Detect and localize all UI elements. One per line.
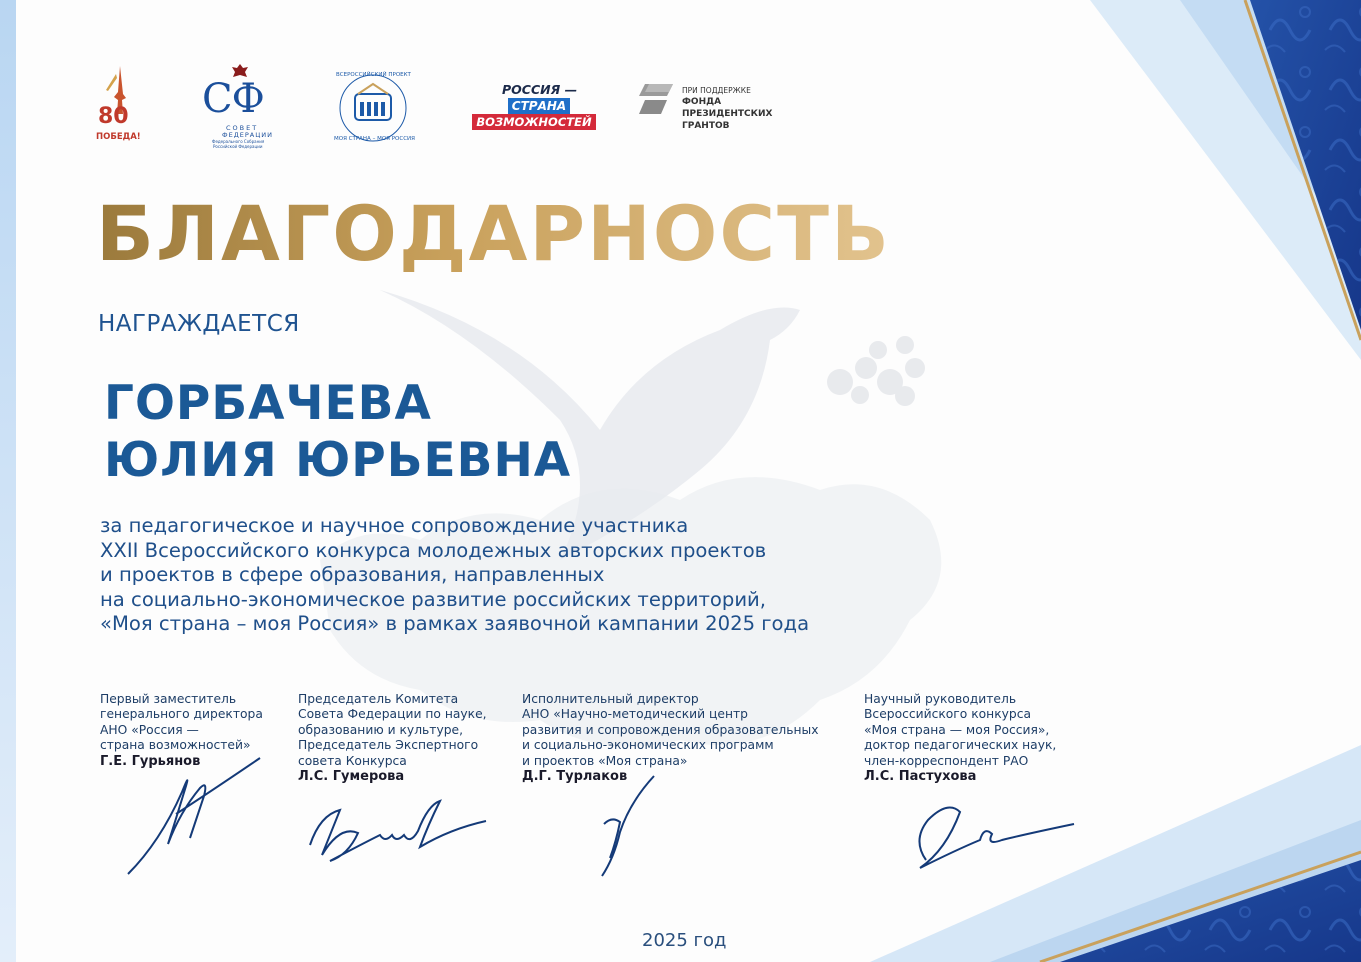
signatory-position-line: Исполнительный директор — [522, 692, 699, 706]
description-line: XXII Всероссийского конкурса молодежных авторских проектов — [100, 538, 767, 562]
signatory-3 — [522, 692, 819, 784]
signatory-position-line: «Моя страна — моя Россия», — [864, 722, 1050, 737]
victory-80-logo — [96, 64, 142, 148]
recipient-surname: ГОРБАЧЕВА — [104, 376, 432, 431]
description-line: за педагогическое и научное сопровождение участника — [100, 514, 689, 537]
certificate-title: БЛАГОДАРНОСТЬ — [96, 189, 891, 278]
council-line1: СОВЕТ — [226, 124, 259, 132]
signature-3 — [590, 772, 660, 880]
description-line: на социально-экономическое развитие российских территорий, — [100, 587, 767, 611]
certificate-year: 2025 год — [642, 930, 727, 951]
description-line: «Моя страна – моя Россия» в рамках заявочной кампании 2025 года — [100, 612, 810, 635]
signatory-name: Л.С. Пастухова — [864, 769, 977, 785]
signatory-position-line: и проектов «Моя страна» — [522, 753, 688, 768]
signatory-position-line: Совета Федерации по науке, — [298, 707, 487, 722]
signatory-position-line: член-корреспондент РАО — [864, 753, 1029, 768]
recipient-given-names: ЮЛИЯ ЮРЬЕВНА — [104, 433, 572, 488]
grants-line3: ПРЕЗИДЕНТСКИХ — [682, 109, 773, 119]
council-abbr: СФ — [202, 76, 264, 122]
signatory-position-line: Председатель Экспертного — [298, 738, 479, 753]
ro-line3: ВОЗМОЖНОСТЕЙ — [472, 114, 596, 130]
signatory-2 — [298, 692, 487, 784]
signatory-position-line: страна возможностей» — [100, 738, 251, 753]
my-country-project-logo — [330, 72, 416, 144]
signature-4 — [906, 790, 1078, 874]
signatory-position-line: образованию и культуре, — [298, 722, 464, 737]
awarded-label: НАГРАЖДАЕТСЯ — [98, 311, 300, 337]
presidential-grants-logo — [639, 82, 789, 134]
grants-line2: ФОНДА — [682, 97, 722, 107]
ro-line1: РОССИЯ — — [502, 82, 578, 97]
council-line3: Федерального Собрания — [212, 139, 265, 144]
signatory-position-line: АНО «Россия — — [100, 722, 199, 737]
grants-line1: ПРИ ПОДДЕРЖКЕ — [682, 86, 751, 95]
signatory-name: Г.Е. Гурьянов — [100, 753, 201, 769]
signatory-position-line: АНО «Научно-методический центр — [522, 707, 748, 722]
signatory-name: Л.С. Гумерова — [298, 769, 405, 785]
victory-number: 80 — [98, 104, 129, 129]
signatory-position-line: Председатель Комитета — [298, 692, 459, 706]
signatory-position-line: генерального директора — [100, 707, 263, 722]
grants-line4: ГРАНТОВ — [682, 121, 730, 131]
grants-emblem-icon — [639, 82, 675, 116]
signatory-position-line: Всероссийского конкурса — [864, 707, 1031, 722]
signatory-position-line: доктор педагогических наук, — [864, 738, 1057, 753]
council-line2: ФЕДЕРАЦИИ — [222, 131, 274, 139]
signature-1 — [120, 752, 270, 882]
description-line: и проектов в сфере образования, направленных — [100, 563, 605, 586]
signatory-position-line: совета Конкурса — [298, 753, 407, 768]
signatory-name: Д.Г. Турлаков — [522, 769, 628, 785]
russia-opportunities-logo — [472, 82, 602, 132]
signatory-position-line: и социально-экономических программ — [522, 738, 774, 753]
project-bottom-text: МОЯ СТРАНА – МОЯ РОССИЯ — [334, 136, 415, 142]
victory-caption: ПОБЕДА! — [96, 132, 141, 142]
project-top-text: ВСЕРОССИЙСКИЙ ПРОЕКТ — [336, 72, 411, 78]
project-emblem-icon — [330, 72, 416, 144]
federation-council-logo — [200, 62, 280, 152]
ro-line2: СТРАНА — [508, 98, 570, 114]
signatory-position-line: Научный руководитель — [864, 692, 1017, 706]
award-description — [100, 514, 960, 637]
signatory-4 — [864, 692, 1056, 784]
signatory-position-line: развития и сопровождения образовательных — [522, 722, 819, 737]
council-line4: Российской Федерации — [213, 144, 263, 149]
signature-2 — [300, 795, 490, 870]
signatory-position-line: Первый заместитель — [100, 692, 237, 706]
